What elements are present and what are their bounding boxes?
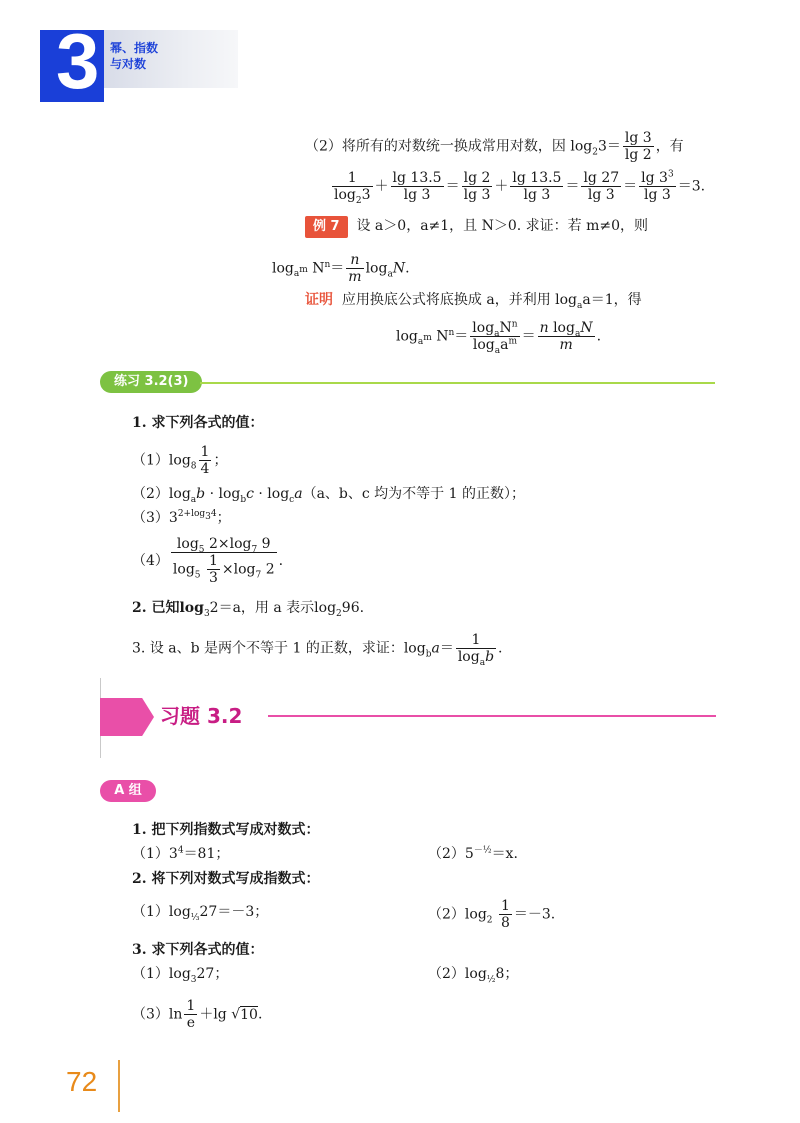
exercise-q3: 3. 求下列各式的值： xyxy=(132,942,264,958)
exercise-q3-3: （3）ln $\frac{1}{e}$ ＋lg √10. xyxy=(132,998,263,1031)
exercise-title: 习题 3.2 xyxy=(160,704,243,728)
practice-divider xyxy=(200,382,715,384)
proof-line: 证明 应用换底公式将底换成 a，并利用 $\log_aa=1$，得 xyxy=(305,292,642,311)
example7-claim: $\log_{a^m} N^n=$ $\frac{n}{m}$ $\log_aN$. xyxy=(272,252,410,285)
page-number: 72 xyxy=(66,1066,98,1097)
exercise-q1-1: $(1)3^4=81$； xyxy=(132,845,230,862)
exercise-q2-2: $(2)\log_2$ $\frac{1}{8}$ ＝－3. xyxy=(428,898,556,931)
continuation-equation: $\frac{1}{\log_23}$ ＋ $\frac{\lg 13.5}{\lg 3}$ ＝ $\frac{\lg 2}{\lg 3}$ ＋ $\frac{\lg 13.5}{\lg 3}$ ＝ $\frac{\lg 27}{\lg 3}$ ＝ $\frac{\lg 3^3}{\lg 3}$ ＝3. xyxy=(334,169,706,206)
example7-statement: 例 7 设 a＞0，a≠1，且 N＞0. 求证：若 m≠0，则 xyxy=(305,216,648,238)
page-number-rule xyxy=(118,1060,120,1112)
practice-q3: 3. 设 a、b 是两个不等于 1 的正数，求证：$\log_ba=$ $\frac{1}{\log_ab}$ . xyxy=(132,632,503,668)
example7-badge: 例 7 xyxy=(305,216,348,238)
chapter-number: 3 xyxy=(56,17,100,105)
practice-q1: 1. 求下列各式的值： xyxy=(132,415,264,431)
exercise-arrow-icon xyxy=(100,698,154,736)
exercise-q1: 1. 把下列指数式写成对数式： xyxy=(132,822,320,838)
practice-q1-3: $(3)3^{2+log_34}$； xyxy=(132,509,231,526)
practice-q2: 2. 已知$\log_32=a$，用 a 表示$\log_296$. xyxy=(132,600,365,619)
exercise-q1-2: $(2)5^{-\frac{1}{2}}=x$. xyxy=(428,845,518,862)
continuation-line: （2）将所有的对数统一换成常用对数，因 $\log_23=$ $\frac{\lg 3}{\lg 2}$ ，有 xyxy=(305,130,684,163)
chapter-title: 幂、指数 与对数 xyxy=(110,41,159,71)
exercise-q2-1: $(1)\log_{\frac{1}{3}}27=-3$； xyxy=(132,904,269,923)
proof-equation: $\log_{a^m} N^n=$ $\frac{\log_aN^n}{\log_aa^m}$ ＝ $\frac{n \log_aN}{m}$ . xyxy=(396,319,602,356)
exercise-q3-2: $(2)\log_{\frac{1}{2}}8$； xyxy=(428,966,519,985)
practice-q1-4: （4） $\log_5 2\times\log_7$ 9 $\log_5$ $\frac{1}{3}$ $\times\log_7$ 2 . xyxy=(132,536,284,586)
exercise-q2: 2. 将下列对数式写成指数式： xyxy=(132,871,320,887)
practice-label: 练习 3.2(3) xyxy=(100,371,202,393)
practice-q1-2: $(2)\log_ab \cdot \log_bc \cdot \log_ca(a$、b、c 均为不等于 1 的正数）； xyxy=(132,486,525,505)
exercise-q3-1: $(1)\log_327$； xyxy=(132,966,229,985)
practice-q1-1: $(1)\log_8$ $\frac{1}{4}$ ； xyxy=(132,444,228,477)
exercise-divider xyxy=(268,715,716,717)
group-a-label: A 组 xyxy=(100,780,156,802)
